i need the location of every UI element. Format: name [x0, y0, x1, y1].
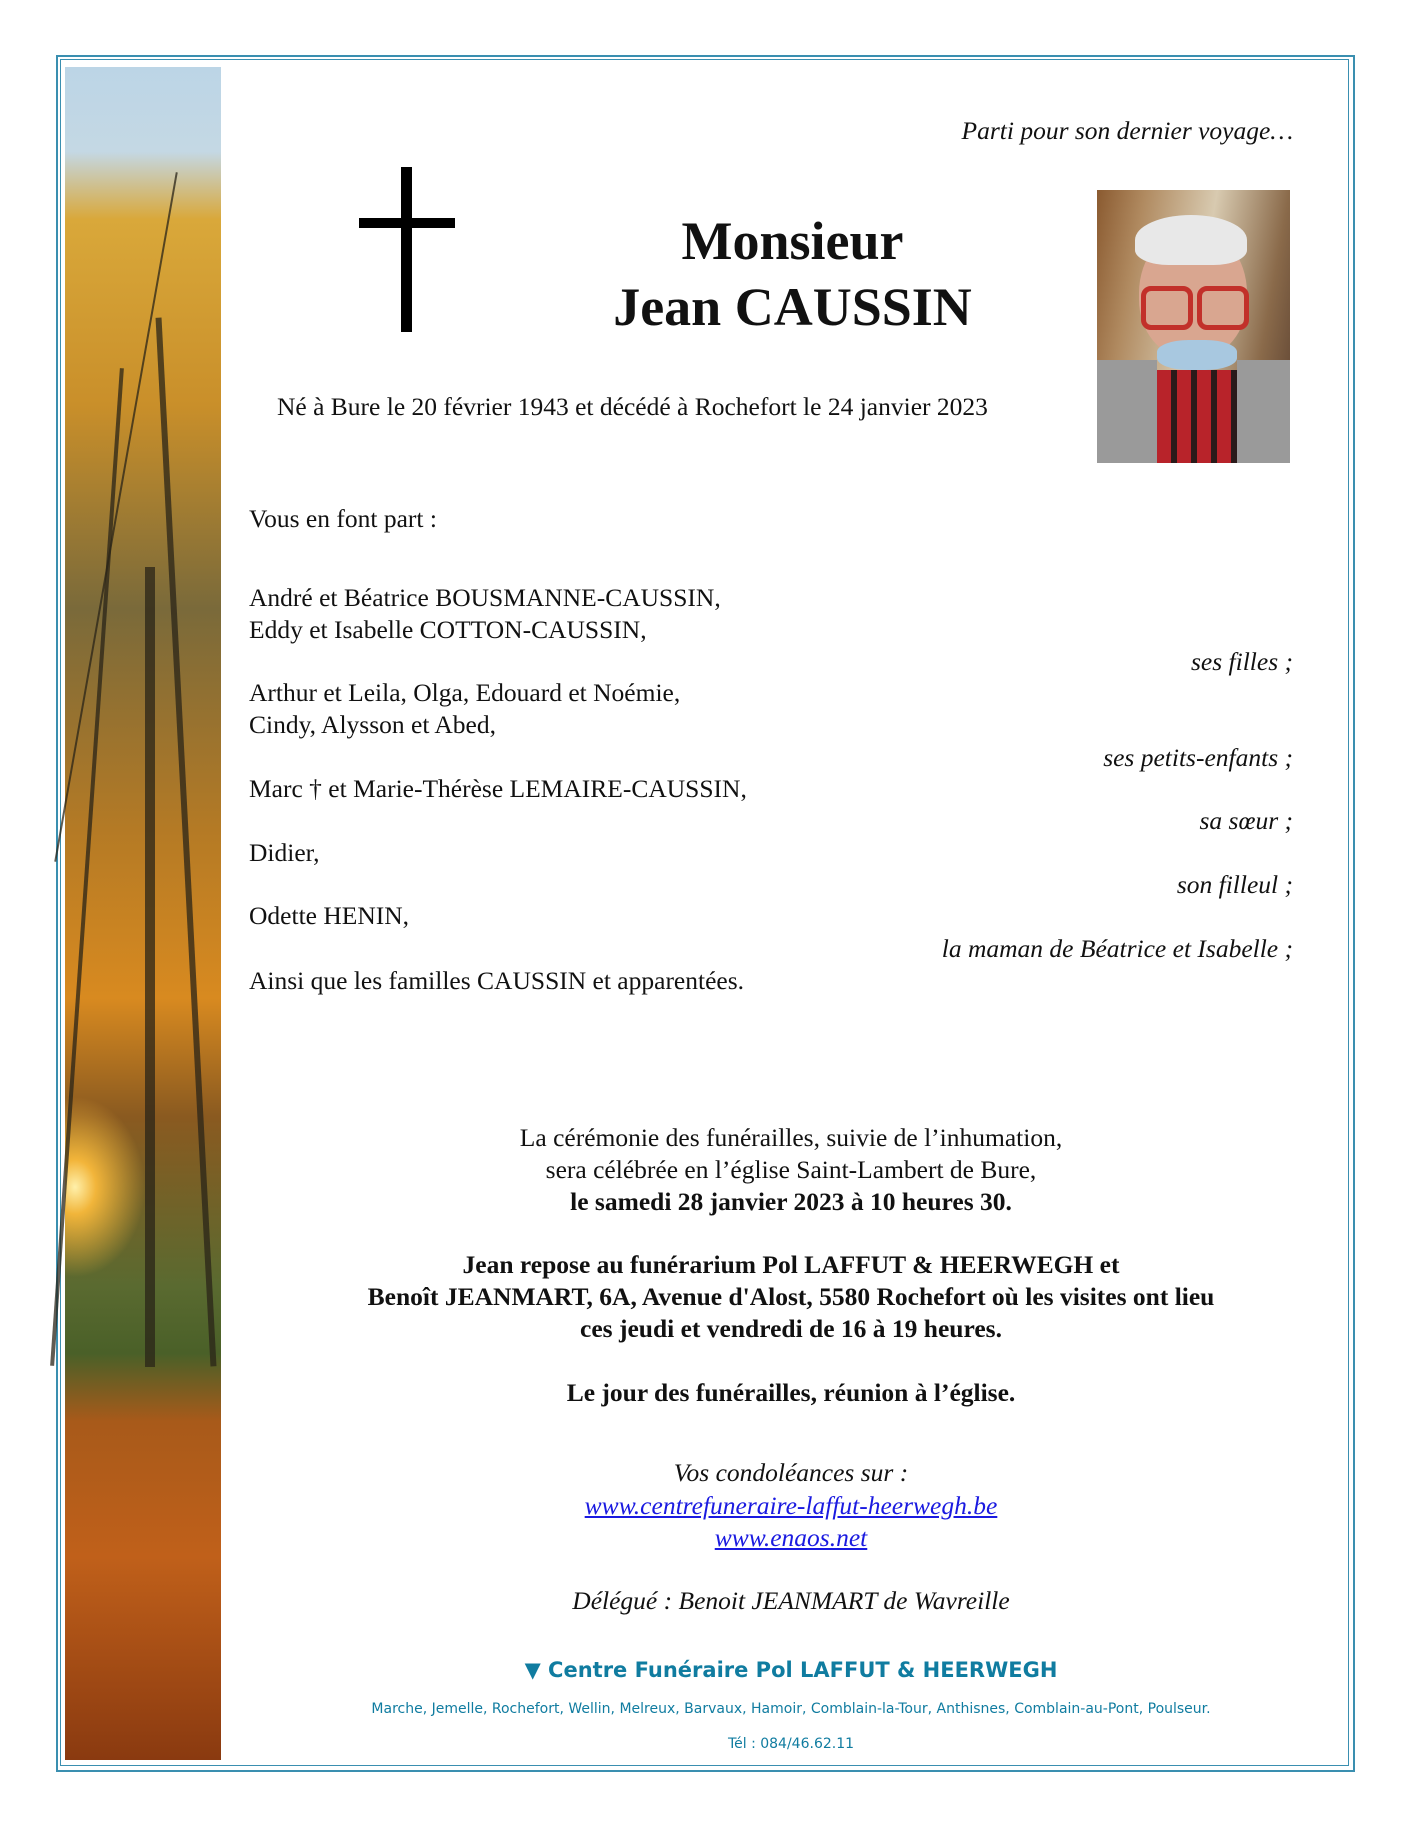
ceremony-line: La cérémonie des funérailles, suivie de l’inhumation,	[519, 1123, 1063, 1152]
family-line: Odette HENIN,	[249, 901, 410, 930]
title-honorific: Monsieur	[681, 211, 904, 271]
birth-death-line: Né à Bure le 20 février 1943 et décédé à Rochefort le 24 janvier 2023	[277, 392, 988, 421]
relation-label: sa sœur ;	[1199, 806, 1293, 835]
funeral-center-link[interactable]: www.centrefuneraire-laffut-heerwegh.be	[584, 1491, 998, 1520]
cross-icon-bar	[359, 218, 455, 228]
family-intro: Vous en font part :	[249, 504, 437, 533]
triangle-icon: ▼	[524, 1658, 541, 1682]
cross-icon	[401, 167, 412, 332]
family-line: Cindy, Alysson et Abed,	[249, 710, 496, 739]
company-locations: Marche, Jemelle, Rochefort, Wellin, Melreux, Barvaux, Hamoir, Comblain-la-Tour, Anthisnes, Comblain-au-Pont, Poulseur.	[371, 1701, 1211, 1717]
enaos-link[interactable]: www.enaos.net	[714, 1523, 868, 1552]
ceremony-date: le samedi 28 janvier 2023 à 10 heures 30.	[570, 1187, 1012, 1216]
meeting-note: Le jour des funérailles, réunion à l’église.	[566, 1378, 1016, 1407]
condolences-label: Vos condoléances sur :	[673, 1458, 909, 1487]
company-name: Centre Funéraire Pol LAFFUT & HEERWEGH	[548, 1658, 1058, 1682]
relation-label: ses petits-enfants ;	[1103, 743, 1293, 772]
company-phone: Tél : 084/46.62.11	[727, 1736, 855, 1752]
epigraph: Parti pour son dernier voyage…	[961, 116, 1293, 145]
ceremony-line: sera célébrée en l’église Saint-Lambert de Bure,	[545, 1155, 1037, 1184]
relation-label: son filleul ;	[1176, 870, 1293, 899]
family-line: Arthur et Leila, Olga, Edouard et Noémie,	[249, 678, 681, 707]
autumn-trees-image	[65, 67, 221, 1760]
portrait-photo	[1097, 190, 1290, 463]
visitation-line: ces jeudi et vendredi de 16 à 19 heures.	[580, 1314, 1002, 1343]
delegate-line: Délégué : Benoit JEANMART de Wavreille	[572, 1586, 1010, 1615]
deceased-name: Jean CAUSSIN	[613, 277, 972, 337]
relation-label: ses filles ;	[1191, 647, 1293, 676]
family-line: André et Béatrice BOUSMANNE-CAUSSIN,	[249, 583, 721, 612]
family-line: Marc † et Marie-Thérèse LEMAIRE-CAUSSIN,	[249, 774, 747, 803]
family-line: Didier,	[249, 838, 320, 867]
visitation-line: Benoît JEANMART, 6A, Avenue d'Alost, 5580 Rochefort où les visites ont lieu	[367, 1282, 1215, 1311]
relation-label: la maman de Béatrice et Isabelle ;	[941, 934, 1293, 963]
family-line: Eddy et Isabelle COTTON-CAUSSIN,	[249, 615, 647, 644]
visitation-line: Jean repose au funérarium Pol LAFFUT & HEERWEGH et	[462, 1250, 1120, 1279]
family-line: Ainsi que les familles CAUSSIN et apparentées.	[249, 966, 745, 995]
